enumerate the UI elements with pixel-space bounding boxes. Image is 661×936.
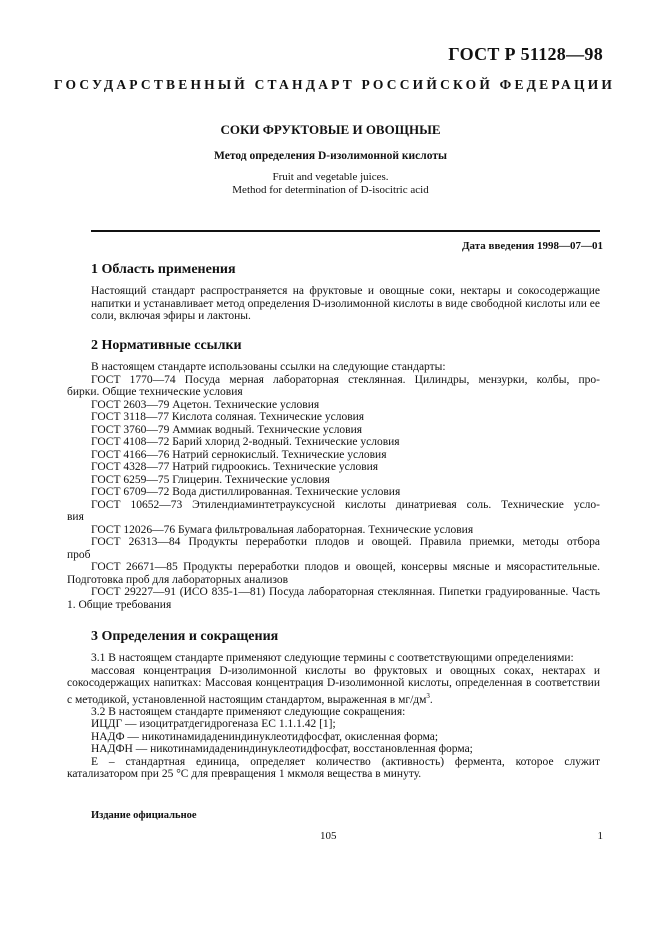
reference-item: ГОСТ 4166—76 Натрий сернокислый. Технические условия — [91, 448, 387, 461]
reference-item: бирки. Общие технические условия — [67, 386, 243, 398]
page-sequence: 1 — [597, 830, 603, 842]
section-3-body — [67, 652, 600, 781]
section-3-heading: 3 Определения и сокращения — [91, 629, 279, 644]
definition-paragraph — [67, 665, 600, 706]
superscript-3: 3 — [426, 691, 430, 700]
reference-item: ГОСТ 3760—79 Аммиак водный. Технические условия — [91, 423, 363, 436]
document-title: СОКИ ФРУКТОВЫЕ И ОВОЩНЫЕ — [220, 122, 441, 137]
english-title — [0, 171, 661, 196]
document-subtitle: Метод определения D-изолимонной кислоты — [214, 150, 447, 162]
introduction-date: Дата введения 1998—07—01 — [461, 240, 603, 252]
reference-item: ГОСТ 12026—76 Бумага фильтровальная лабораторная. Технические условия — [91, 523, 474, 536]
reference-item: ГОСТ 26671—85 Продукты переработки плодов и овощей, консервы мясные и мясорастительные. Подготовка проб для лабораторных анализов — [67, 561, 600, 586]
definition-text: массовая концентрация D-изолимонной кислоты во фруктовых и овощных соках, нектарах и сокосодержащих напитках: Массовая концентрация D-изолимонной кислоты, определенная в соответствии с методикой, установленной настоящим стандартом, выраженная в мг/дм — [67, 664, 600, 706]
official-edition-label: Издание официальное — [91, 810, 197, 821]
reference-item: ГОСТ 6709—72 Вода дистиллированная. Технические условия — [91, 486, 401, 498]
reference-item: ГОСТ 4108—72 Барий хлорид 2-водный. Технические условия — [91, 436, 400, 448]
reference-item: ГОСТ 3118—77 Кислота соляная. Технические условия — [91, 411, 365, 423]
reference-item: ГОСТ 26313—84 Продукты переработки плодов и овощей. Правила приемки, методы отбора — [91, 536, 600, 548]
header-rule — [91, 230, 600, 232]
section-2-heading: 2 Нормативные ссылки — [91, 338, 242, 353]
reference-item: ГОСТ 10652—73 Этилендиаминтетрауксусной кислоты динатриевая соль. Технические усло- — [91, 498, 600, 511]
definition-end: . — [429, 693, 433, 706]
paragraph-3-2: 3.2 В настоящем стандарте применяют следующие сокращения: — [91, 705, 406, 718]
abbreviation-item: НАДФ — никотинамидадениндинуклеотидфосфат, окисленная форма; — [91, 730, 439, 743]
reference-item: ГОСТ 29227—91 (ИСО 835-1—81) Посуда лабораторная стеклянная. Пипетки градуированные. Часть 1. Общие требования — [67, 586, 600, 611]
abbreviation-item: ИЦДГ — изоцитратдегидрогеназа ЕС 1.1.1.42 [1]; — [91, 718, 336, 731]
reference-item: ГОСТ 4328—77 Натрий гидроокись. Технические условия — [91, 461, 379, 473]
page-number: 105 — [320, 830, 337, 842]
section-1-text: Настоящий стандарт распространяется на фруктовые и овощные соки, нектары и сокосодержащие напитки и устанавливает метод определения D-изолимонной кислоты в виде свободной кислоты или ее соли, включая эфиры и лактоны. — [91, 285, 600, 322]
reference-item: ГОСТ 2603—79 Ацетон. Технические условия — [91, 398, 320, 411]
abbreviation-item: НАДФН — никотинамидадениндинуклеотидфосфат, восстановленная форма; — [91, 743, 473, 756]
reference-item: проб — [67, 548, 91, 561]
reference-item: ГОСТ 6259—75 Глицерин. Технические условия — [91, 473, 330, 486]
english-title-line2: Method for determination of D-isocitric acid — [232, 183, 429, 196]
state-standard-banner: ГОСУДАРСТВЕННЫЙ СТАНДАРТ РОССИЙСКОЙ ФЕДЕРАЦИИ — [54, 77, 616, 92]
references-intro: В настоящем стандарте использованы ссылки на следующие стандарты: — [91, 361, 446, 373]
abbreviation-item: Е – стандартная единица, определяет количество (активность) фермента, которое служит катализатором при 25 °С для превращения 1 мкмоля вещества в минуту. — [67, 755, 600, 781]
section-1-heading: 1 Область применения — [91, 262, 236, 277]
standard-number: ГОСТ Р 51128—98 — [448, 44, 603, 64]
reference-item: вия — [67, 511, 84, 523]
paragraph-3-1: 3.1 В настоящем стандарте применяют следующие термины с соответствующими определениями: — [91, 652, 574, 664]
references-list — [67, 361, 600, 611]
english-title-line1: Fruit and vegetable juices. — [272, 171, 389, 183]
reference-item: ГОСТ 1770—74 Посуда мерная лабораторная стеклянная. Цилиндры, мензурки, колбы, про- — [91, 373, 600, 386]
